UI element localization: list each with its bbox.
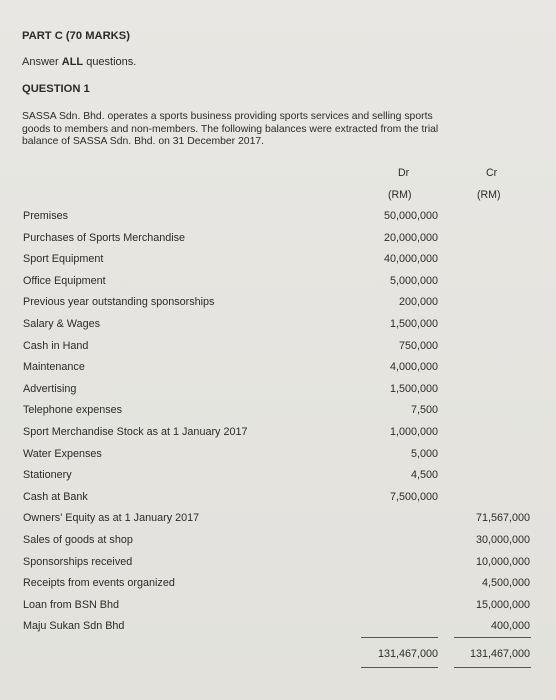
row-dr-amount: 7,500,000 bbox=[389, 490, 438, 503]
row-label: Salary & Wages bbox=[23, 318, 101, 330]
row-label: Advertising bbox=[23, 382, 77, 395]
row-label: Water Expenses bbox=[23, 447, 102, 460]
row-label: Maju Sukan Sdn Bhd bbox=[23, 620, 125, 633]
question-intro bbox=[22, 111, 534, 149]
row-dr-amount: 4,000,000 bbox=[389, 361, 438, 374]
row-label: Telephone expenses bbox=[23, 404, 123, 417]
row-label: Owners' Equity as at 1 January 2017 bbox=[23, 512, 200, 525]
row-cr-amount: 71,567,000 bbox=[475, 512, 530, 525]
row-dr-amount: 1,000,000 bbox=[389, 426, 438, 438]
row-dr-amount: 50,000,000 bbox=[383, 210, 438, 222]
cr-unit: (RM) bbox=[477, 189, 501, 201]
row-dr-amount: 7,500 bbox=[410, 404, 438, 417]
row-label: Stationery bbox=[23, 469, 72, 482]
row-dr-amount: 1,500,000 bbox=[389, 382, 438, 395]
row-dr-amount: 4,500 bbox=[410, 469, 438, 482]
row-dr-amount: 40,000,000 bbox=[383, 253, 438, 266]
row-label: Loan from BSN Bhd bbox=[23, 598, 120, 611]
row-label: Receipts from events organized bbox=[23, 577, 175, 590]
dr-total-underline bbox=[361, 667, 438, 668]
row-label: Office Equipment bbox=[23, 274, 106, 287]
intro-line-1: SASSA Sdn. Bhd. operates a sports business providing sports services and selling sports bbox=[22, 111, 433, 122]
dr-unit: (RM) bbox=[388, 189, 412, 201]
dr-total-rule bbox=[361, 637, 438, 638]
row-label: Cash at Bank bbox=[23, 490, 88, 503]
row-label: Maintenance bbox=[23, 361, 85, 374]
cr-total-underline bbox=[454, 667, 531, 668]
row-dr-amount: 750,000 bbox=[398, 339, 438, 352]
row-label: Purchases of Sports Merchandise bbox=[23, 231, 186, 244]
intro-line-3: balance of SASSA Sdn. Bhd. on 31 December 2017. bbox=[22, 136, 265, 147]
row-dr-amount: 5,000,000 bbox=[389, 274, 438, 287]
row-dr-amount: 1,500,000 bbox=[389, 318, 438, 330]
row-label: Cash in Hand bbox=[23, 339, 89, 352]
instruction-bold: ALL bbox=[61, 56, 84, 68]
row-cr-amount: 400,000 bbox=[490, 620, 530, 633]
row-label: Sponsorships received bbox=[23, 555, 133, 568]
cr-column-header: Cr bbox=[486, 167, 498, 179]
row-cr-amount: 10,000,000 bbox=[475, 555, 530, 568]
row-label: Previous year outstanding sponsorships bbox=[23, 296, 215, 309]
row-cr-amount: 4,500,000 bbox=[481, 577, 530, 590]
dr-column-header: Dr bbox=[398, 167, 410, 179]
total-cr: 131,467,000 bbox=[469, 648, 530, 660]
row-dr-amount: 200,000 bbox=[398, 296, 438, 309]
part-title: PART C (70 MARKS) bbox=[22, 30, 130, 42]
intro-line-2: goods to members and non-members. The following balances were extracted from the trial bbox=[22, 123, 439, 135]
row-cr-amount: 30,000,000 bbox=[475, 534, 530, 546]
row-label: Sport Equipment bbox=[23, 253, 104, 266]
instruction-line bbox=[22, 56, 136, 69]
row-label: Premises bbox=[23, 210, 68, 222]
question-title: QUESTION 1 bbox=[22, 83, 90, 95]
cr-total-rule bbox=[454, 637, 531, 638]
row-dr-amount: 20,000,000 bbox=[383, 231, 438, 244]
row-label: Sales of goods at shop bbox=[23, 534, 133, 546]
row-dr-amount: 5,000 bbox=[410, 447, 438, 460]
row-cr-amount: 15,000,000 bbox=[475, 598, 530, 611]
instruction-suffix: questions. bbox=[83, 56, 137, 68]
total-dr: 131,467,000 bbox=[377, 648, 438, 660]
row-label: Sport Merchandise Stock as at 1 January 2017 bbox=[23, 426, 248, 438]
instruction-prefix: Answer bbox=[22, 56, 62, 68]
